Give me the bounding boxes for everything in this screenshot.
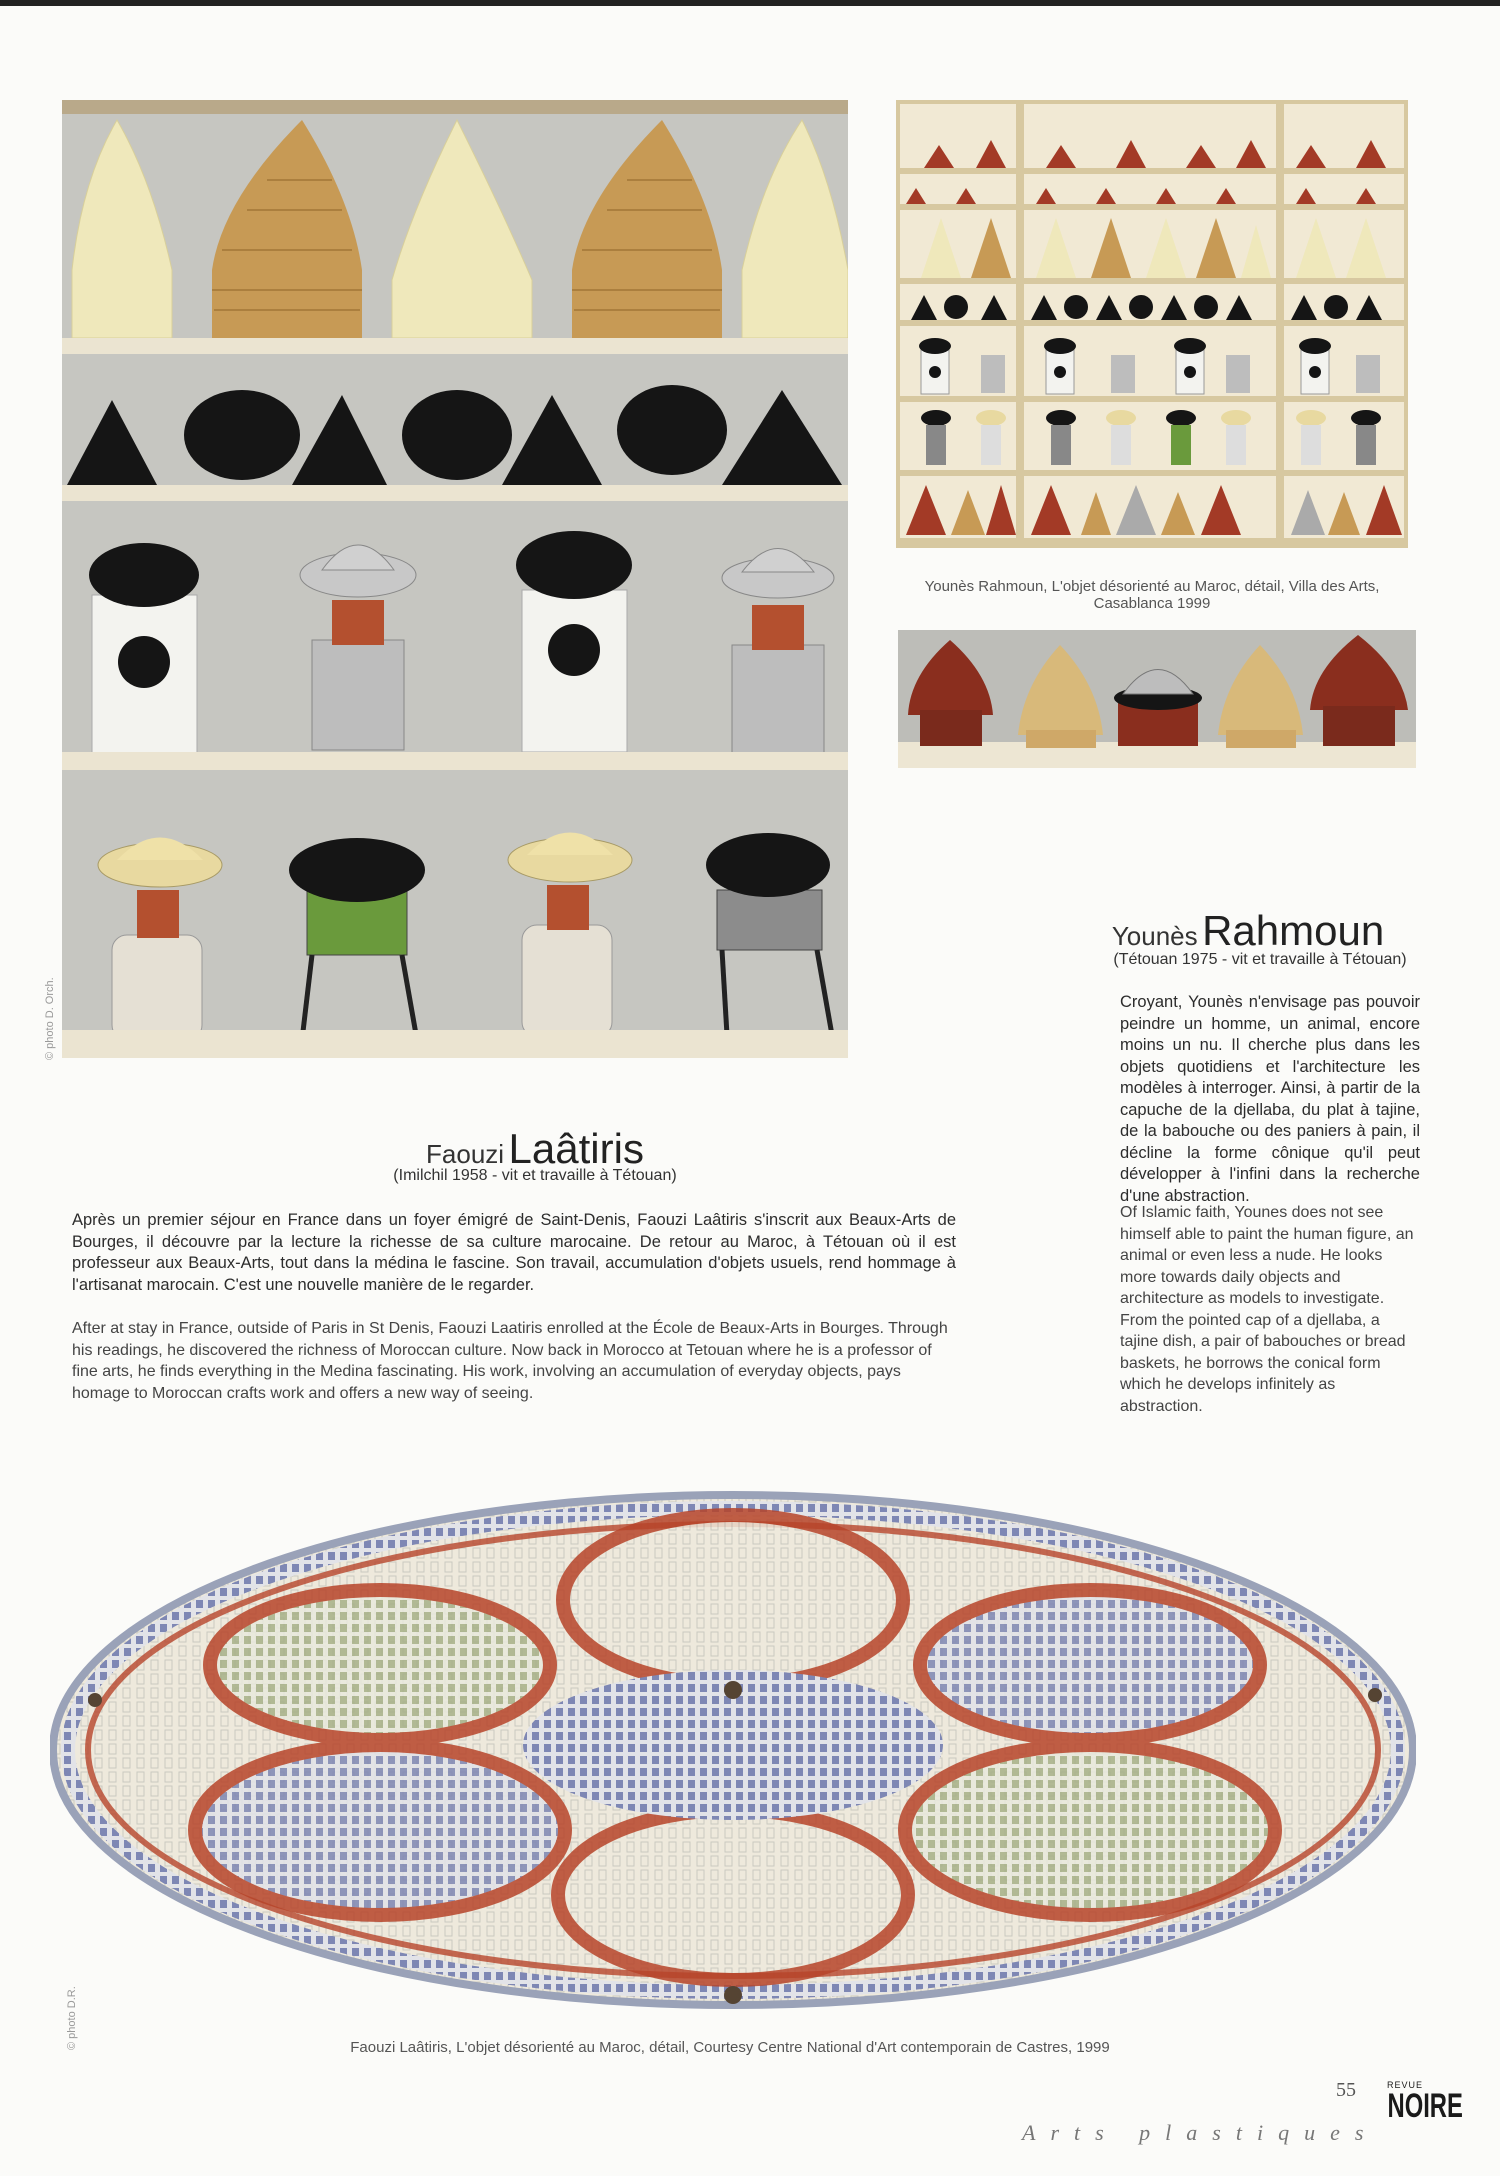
oval-installation-illustration [50, 1490, 1416, 2010]
laatiris-last-name: Laâtiris [508, 1125, 644, 1172]
laatiris-first-name: Faouzi [426, 1139, 505, 1169]
caption-bottom: Faouzi Laâtiris, L'objet désorienté au Maroc, détail, Courtesy Centre National d'Art contemporain de Castres, 1999 [350, 2039, 1110, 2056]
rahmoun-text-fr: Croyant, Younès n'envisage pas pouvoir peindre un homme, un animal, encore moins un nu. Il cherche plus dans les objets quotidiens et l'architecture les modèles à interroger. Ainsi, à partir de la capuche de la djellaba, du plat à tajine, de la babouche ou des paniers à pain, il décline la forme cônique qu'il peut développer à l'infini dans la recherche d'une abstraction. [1120, 993, 1420, 1205]
caption-top-right: Younès Rahmoun, L'objet désorienté au Maroc, détail, Villa des Arts, Casablanca 1999 [924, 578, 1380, 612]
revue-noire-logo [1380, 2080, 1463, 2125]
rahmoun-text-en: Of Islamic faith, Younes does not see himself able to paint the human figure, an animal or even less a nude. He looks more towards daily objects and architecture as models to investigate. From the pointed cap of a djellaba, a tajine dish, a pair of babouches or bread baskets, he borrows the conical form which he develops infinitely as abstraction. [1120, 1204, 1414, 1415]
tajines-row-illustration [898, 630, 1416, 768]
page-number: 55 [1336, 2079, 1356, 2101]
logo-big-text: NOIRE [1387, 2087, 1463, 2125]
laatiris-subtitle: (Imilchil 1958 - vit et travaille à Tétouan) [393, 1167, 677, 1184]
shelving-unit-photo [896, 100, 1408, 548]
logo-small-text: REVUE [1386, 2080, 1423, 2090]
rahmoun-subtitle: (Tétouan 1975 - vit et travaille à Tétouan) [1113, 951, 1407, 968]
top-edge-bar [0, 0, 1500, 6]
photo-credit-left: © photo D. Orch. [44, 977, 56, 1060]
rahmoun-first-name: Younès [1111, 921, 1198, 951]
rahmoun-name-heading [1098, 907, 1398, 954]
laatiris-name-heading [360, 1125, 710, 1172]
laatiris-text-fr: Après un premier séjour en France dans un foyer émigré de Saint-Denis, Faouzi Laâtiris s'inscrit aux Beaux-Arts de Bourges, il découvre par la lecture la richesse de sa culture marocaine. De retour au Maroc, à Tétouan où il est professeur aux Beaux-Arts, tout dans la médina le fascine. Son travail, accumulation d'objets usuels, rend hommage à l'artisanat marocain. C'est une nouvelle manière de le regarder. [72, 1211, 956, 1294]
shelves-illustration [62, 100, 848, 1058]
rahmoun-last-name: Rahmoun [1202, 907, 1385, 954]
shelving-unit-illustration [896, 100, 1408, 548]
section-title: Arts plastiques [1022, 2120, 1379, 2145]
shelves-photo-large [62, 100, 848, 1058]
tea-glass-installation-photo [50, 1490, 1416, 2010]
laatiris-text-en: After at stay in France, outside of Paris in St Denis, Faouzi Laatiris enrolled at the École de Beaux-Arts in Bourges. Through his readings, he discovered the richness of Moroccan culture. Now back in Morocco at Tetouan where he is a professor of fine arts, he finds everything in the Medina fascinating. His work, involving an accumulation of everyday objects, pays homage to Moroccan crafts work and offers a new way of seeing. [72, 1320, 948, 1402]
photo-credit-bottom: © photo D.R. [66, 1986, 78, 2050]
tajines-row-photo [898, 630, 1416, 768]
